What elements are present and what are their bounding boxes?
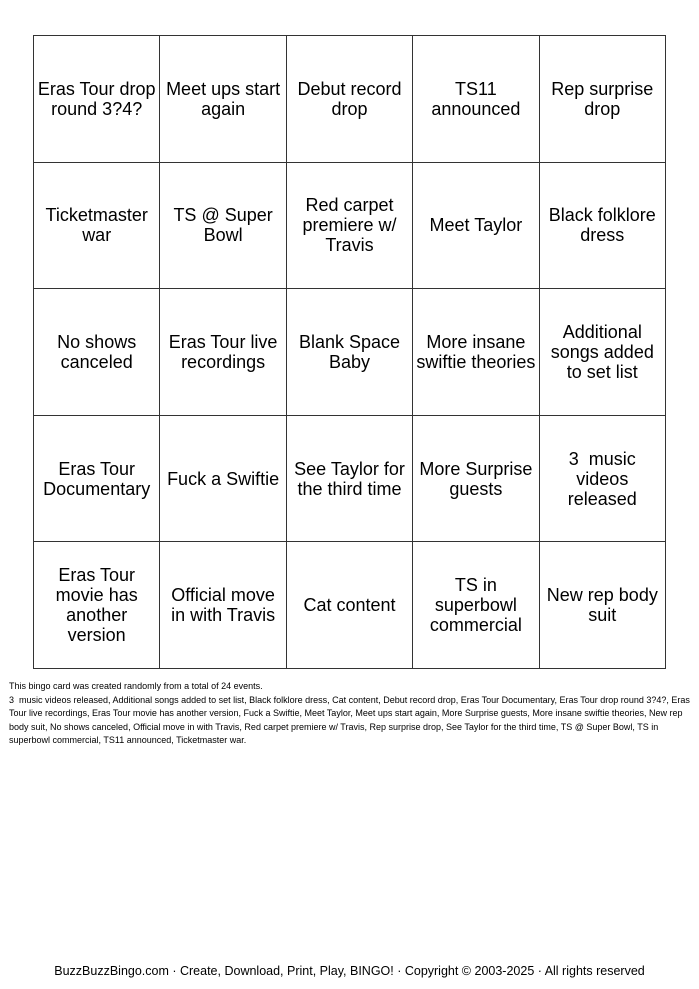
copyright-footer: BuzzBuzzBingo.com · Create, Download, Print, Play, BINGO! · Copyright © 2003-2025 · All rights reserved [54, 964, 645, 978]
bingo-cell [287, 36, 413, 163]
bingo-cell [160, 36, 286, 163]
card-info [9, 680, 691, 748]
bingo-cell-text: 3 music videos released [567, 448, 641, 509]
bingo-cell-text: TS in superbowl commercial [429, 575, 522, 636]
bingo-cell [540, 289, 666, 416]
bingo-cell [413, 289, 539, 416]
bingo-cell [160, 289, 286, 416]
bingo-cell [160, 163, 286, 290]
bingo-cell [413, 36, 539, 163]
bingo-cell [34, 289, 160, 416]
bingo-cell-text: Rep surprise drop [551, 78, 654, 119]
bingo-cell-text: Meet Taylor [429, 215, 523, 236]
bingo-cell [287, 163, 413, 290]
bingo-cell [287, 289, 413, 416]
bingo-cell-text: Blank Space Baby [298, 331, 401, 372]
bingo-cell-text: Official move in with Travis [171, 585, 276, 626]
bingo-cell [540, 416, 666, 543]
event-list: 3 music videos released, Additional songs added to set list, Black folklore dress, Cat content, Debut record drop, Eras Tour Documentary, Eras Tour drop round 3?4?, Eras Tour live recordings, Eras Tour movie has another version, Fuck a Swiftie, Meet Taylor, Meet ups start again, More Surprise guests, More insane swiftie theories, New rep body suit, No shows canceled, Official move in with Travis, Red carpet premiere w/ Travis, Rep surprise drop, See Taylor for the third time, TS @ Super Bowl, TS in superbowl commercial, TS11 announced, Ticketmaster war. [9, 694, 693, 745]
bingo-cell [160, 416, 286, 543]
bingo-cell-text: Debut record drop [297, 78, 402, 119]
bingo-cell [287, 542, 413, 669]
bingo-cell-text: Eras Tour movie has another version [55, 565, 138, 646]
bingo-card-grid [33, 35, 666, 669]
bingo-cell-text: TS11 announced [431, 78, 521, 119]
bingo-cell [413, 416, 539, 543]
bingo-cell [34, 163, 160, 290]
bingo-cell-text: Meet ups start again [166, 78, 281, 119]
bingo-cell [34, 36, 160, 163]
bingo-cell [540, 163, 666, 290]
bingo-cell [540, 542, 666, 669]
bingo-cell-text: New rep body suit [546, 585, 658, 626]
bingo-cell [540, 36, 666, 163]
bingo-cell [413, 542, 539, 669]
bingo-cell-text: Eras Tour Documentary [43, 458, 151, 499]
bingo-cell-text: Ticketmaster war [45, 205, 148, 246]
bingo-cell [287, 416, 413, 543]
bingo-cell [160, 542, 286, 669]
bingo-cell-text: More Surprise guests [419, 458, 533, 499]
bingo-cell-text: Red carpet premiere w/ Travis [302, 195, 397, 256]
bingo-cell-text: Eras Tour live recordings [168, 331, 278, 372]
bingo-cell-text: Additional songs added to set list [550, 321, 654, 382]
bingo-cell-text: Black folklore dress [548, 205, 656, 246]
bingo-cell-text: Eras Tour drop round 3?4? [37, 78, 156, 119]
bingo-cell [413, 163, 539, 290]
bingo-cell-text: TS @ Super Bowl [173, 205, 273, 246]
bingo-cell-text: Cat content [303, 595, 396, 616]
bingo-cell [34, 542, 160, 669]
bingo-cell-text: No shows canceled [57, 331, 137, 372]
created-note: This bingo card was created randomly from a total of 24 events. [9, 681, 263, 691]
bingo-cell-text: More insane swiftie theories [416, 331, 536, 372]
bingo-cell-text: Fuck a Swiftie [167, 468, 280, 489]
bingo-cell-text: See Taylor for the third time [294, 458, 405, 499]
bingo-cell [34, 416, 160, 543]
